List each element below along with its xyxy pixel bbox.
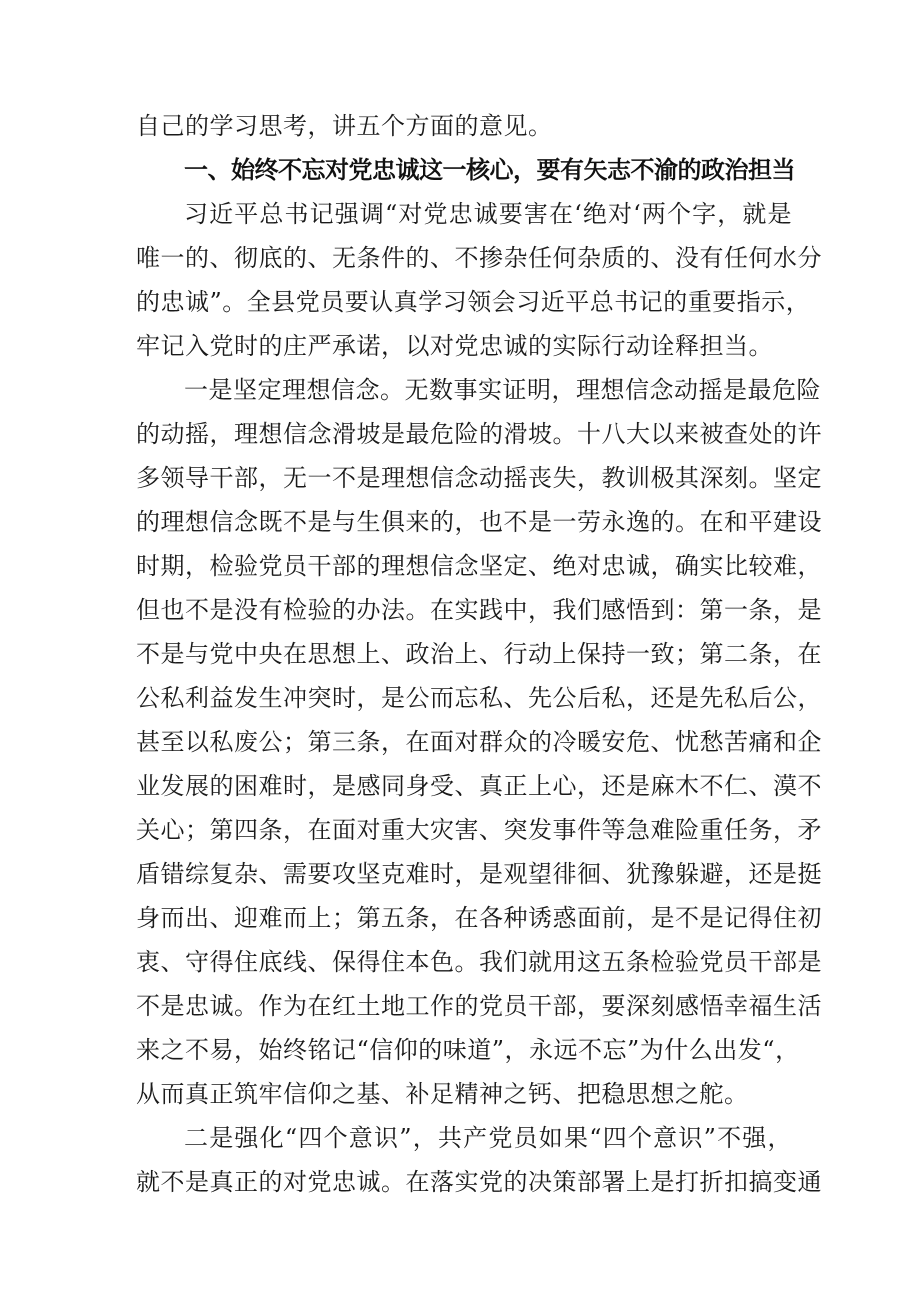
document-body <box>136 104 822 1204</box>
paragraph-line: 不是忠诚。作为在红土地工作的党员干部，要深刻感悟幸福生活 <box>136 992 822 1020</box>
paragraph-line: 公私利益发生冲突时，是公而忘私、先公后私，还是先私后公， <box>136 684 822 712</box>
paragraph-line: 二是强化“四个意识”，共产党员如果“四个意识”不强， <box>184 1124 792 1152</box>
paragraph-line: 来之不易，始终铭记“信仰的味道”，永远不忘”为什么出发“， <box>136 1036 800 1064</box>
paragraph-line: 多领导干部，无一不是理想信念动摇丧失，教训极其深刻。坚定 <box>136 464 822 492</box>
paragraph-line: 身而出、迎难而上；第五条，在各种诱惑面前，是不是记得住初 <box>136 904 822 932</box>
paragraph-line: 但也不是没有检验的办法。在实践中，我们感悟到：第一条，是 <box>136 596 822 624</box>
paragraph-line: 的忠诚”。全县党员要认真学习领会习近平总书记的重要指示， <box>136 288 811 316</box>
paragraph-line: 习近平总书记强调“对党忠诚要害在‘绝对‘两个字，就是 <box>184 200 792 228</box>
paragraph-line: 牢记入党时的庄严承诺，以对党忠诚的实际行动诠释担当。 <box>136 332 773 360</box>
paragraph-line: 业发展的困难时，是感同身受、真正上心，还是麻木不仁、漠不 <box>136 772 822 800</box>
paragraph-line: 就不是真正的对党忠诚。在落实党的决策部署上是打折扣搞变通 <box>136 1168 822 1196</box>
paragraph-line: 时期，检验党员干部的理想信念坚定、绝对忠诚，确实比较难， <box>136 552 822 580</box>
paragraph-line: 的动摇，理想信念滑坡是最危险的滑坡。十八大以来被查处的许 <box>136 420 822 448</box>
paragraph-line: 自己的学习思考，讲五个方面的意见。 <box>136 112 553 140</box>
section-heading: 一、始终不忘对党忠诚这一核心，要有矢志不渝的政治担当 <box>184 156 795 184</box>
paragraph-line: 唯一的、彻底的、无条件的、不掺杂任何杂质的、没有任何水分 <box>136 244 822 272</box>
paragraph-line: 的理想信念既不是与生俱来的，也不是一劳永逸的。在和平建设 <box>136 508 822 536</box>
paragraph-line: 衷、守得住底线、保得住本色。我们就用这五条检验党员干部是 <box>136 948 822 976</box>
paragraph-line: 关心；第四条，在面对重大灾害、突发事件等急难险重任务，矛 <box>136 816 822 844</box>
paragraph-line: 不是与党中央在思想上、政治上、行动上保持一致；第二条，在 <box>136 640 822 668</box>
paragraph-line: 一是坚定理想信念。无数事实证明，理想信念动摇是最危险 <box>184 376 821 404</box>
paragraph-line: 从而真正筑牢信仰之基、补足精神之钙、把稳思想之舵。 <box>136 1080 749 1108</box>
paragraph-line: 甚至以私废公；第三条，在面对群众的冷暖安危、忧愁苦痛和企 <box>136 728 822 756</box>
paragraph-line: 盾错综复杂、需要攻坚克难时，是观望徘徊、犹豫躲避，还是挺 <box>136 860 822 888</box>
